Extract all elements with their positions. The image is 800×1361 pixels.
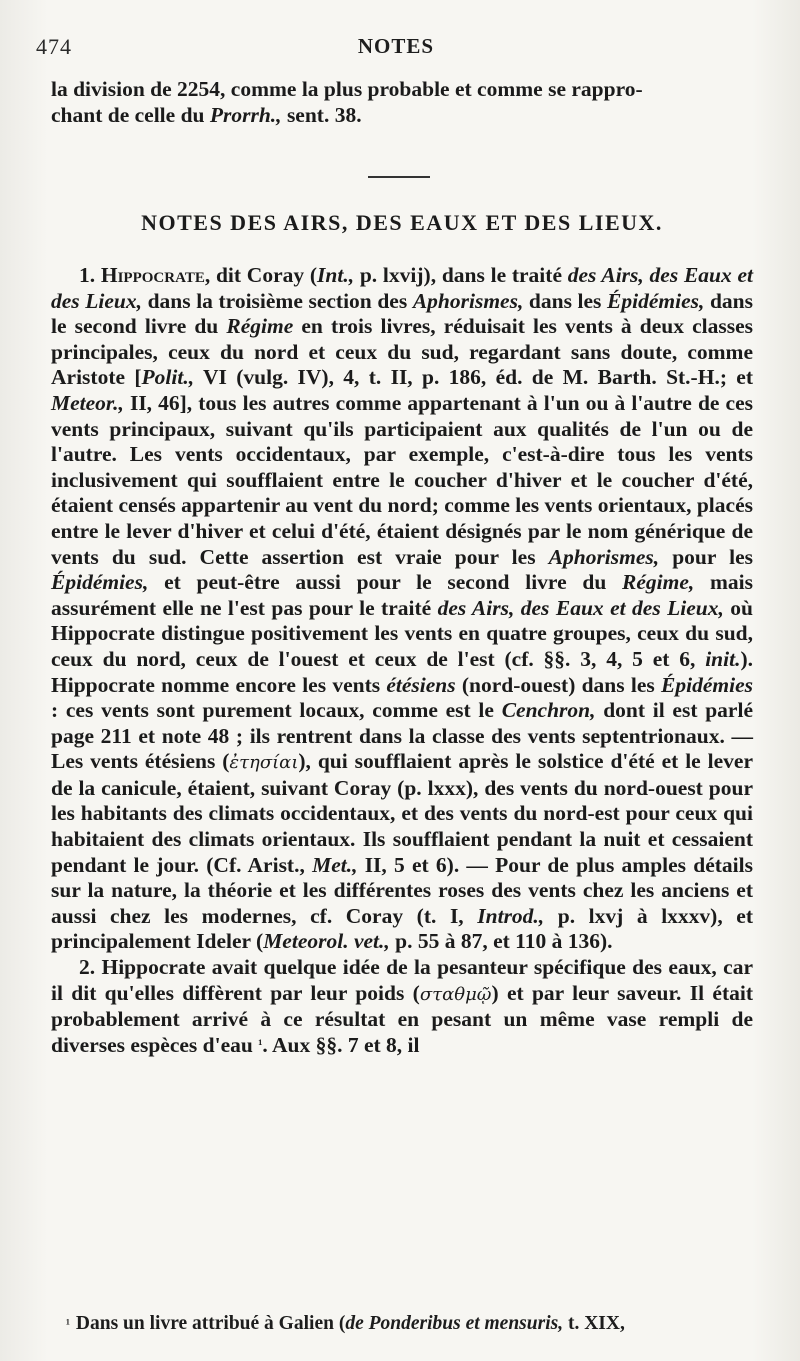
section-title: NOTES DES AIRS, DES EAUX ET DES LIEUX. <box>141 210 663 235</box>
text-run: en trois livres, réduisait les vents à deux classes principales, ceux du nord et ceux du sud, regardant sans doute, comme Aristote [ <box>51 314 753 390</box>
italic-reference: de Ponderibus et mensuris, <box>345 1313 564 1334</box>
italic-reference: Épidémies, <box>607 288 705 313</box>
italic-reference: Épidémies, <box>51 570 149 595</box>
italic-reference: Introd., <box>477 903 545 928</box>
greek-word: ἐτησίαι <box>229 752 299 774</box>
carryover-paragraph <box>51 77 753 128</box>
text-run: VI (vulg. IV), 4, t. II, p. 186, éd. de M. Barth. St.-H.; et <box>194 365 754 390</box>
italic-reference: Int., <box>317 263 355 287</box>
footnote <box>66 1312 756 1336</box>
text-run: p. lxvij), dans le traité <box>354 263 568 287</box>
text-run: ), qui soufflaient après le solstice d'été et le lever de la canicule, étaient, suivant Coray (p. lxxx), des vents du nord-ouest pour les habitants des climats occidentaux, et des vents du nord-est pour ceux qui habitaient des climats orientaux. Ils soufflaient pendant la nuit et cessaient pendant le jour. (Cf. Arist., <box>51 749 753 877</box>
text-run: où Hippocrate distingue positivement les vents en quatre groupes, ceux du sud, ceux du nord, ceux de l'ouest et ceux de l'est (cf. §§. 3, 4, 5 et 6, <box>51 595 753 671</box>
text-run: pour les <box>659 544 753 569</box>
author-name: Hippocrate <box>100 263 205 287</box>
text-run: II, 5 et 6). — Pour de plus amples détails sur la nature, la théorie et les différentes roses des vents chez les anciens et aussi chez les modernes, cf. Coray (t. I, <box>51 852 753 928</box>
footnote-marker: ¹ <box>66 1316 70 1331</box>
text-run: Hippocrate avait quelque idée de la pesanteur spécifique des eaux, car il dit qu'elles diffèrent par leur poids ( <box>51 955 753 1005</box>
text-run: p. lxvj à lxxxv), et principalement Ideler ( <box>51 903 753 954</box>
text-run: Dans un livre attribué à Galien ( <box>75 1313 346 1334</box>
text-run: dont il est parlé page 211 et note 48 ; ils rentrent dans la classe des vents septentrionaux. — Les vents étésiens ( <box>51 698 753 774</box>
text-run: : ces vents sont purement locaux, comme est le <box>51 698 502 723</box>
italic-reference: étésiens <box>386 672 456 697</box>
italic-reference: des Airs, des Eaux et des Lieux, <box>437 595 724 620</box>
running-head: NOTES <box>357 34 435 58</box>
italic-reference: Polit., <box>141 365 195 390</box>
note-number: 1. <box>79 263 96 287</box>
text-run: (nord-ouest) dans les <box>455 672 662 697</box>
text-run: ). Hippocrate nomme encore les vents <box>51 646 753 697</box>
text-run: II, 46], tous les autres comme appartenant à l'un ou à l'autre de ces vents principaux, suivant qu'ils participaient aux qualités de l'un ou de l'autre. Les vents occidentaux, par exemple, c'est-à-dire tous les vents inclusivement qui soufflaient entre le coucher d'hiver et le coucher d'été, étaient censés appartenir au vent du nord; comme les vents orientaux, placés entre le lever d'hiver et celui d'été, étaient désignés par le nom générique de vents du sud. Cette assertion est vraie pour les <box>51 390 753 569</box>
section-divider <box>368 176 430 178</box>
italic-reference: init. <box>705 646 741 671</box>
italic-reference: Aphorismes, <box>412 288 524 313</box>
note-2 <box>51 955 753 1058</box>
carryover-line-2 <box>51 103 753 129</box>
text-run: dans les <box>523 288 608 313</box>
italic-reference: Prorrh., <box>209 102 282 127</box>
text-run: chant de celle du <box>51 102 210 127</box>
text-run: ) et par leur saveur. Il était probablement arrivé à ce résultat en pesant un même vase rempli de diverses espèces d'eau <box>51 980 753 1057</box>
text-run: , dit Coray ( <box>204 263 318 287</box>
italic-reference: Aphorismes, <box>548 544 660 569</box>
text-run: . Aux §§. 7 et 8, il <box>262 1032 420 1057</box>
text-run: et peut-être aussi pour le second livre du <box>148 570 623 595</box>
italic-reference: des Airs, des Eaux et des Lieux, <box>51 263 754 313</box>
text-run: sent. 38. <box>281 102 362 127</box>
notes-body <box>51 263 753 1058</box>
italic-reference: Meteorol. vet., <box>263 929 390 954</box>
note-1 <box>51 263 753 955</box>
italic-reference: Régime <box>226 314 294 339</box>
italic-reference: Cenchron, <box>501 698 596 723</box>
italic-reference: Meteor., <box>51 390 124 415</box>
greek-word: σταθμῷ <box>419 983 492 1005</box>
text-run: p. 55 à 87, et 110 à 136). <box>389 929 613 954</box>
italic-reference: Met., <box>312 852 358 877</box>
text-run: dans la troisième section des <box>141 288 413 313</box>
page-number: 474 <box>36 34 72 59</box>
footnote-reference: ¹ <box>258 1037 263 1053</box>
text-run: dans le second livre du <box>51 288 753 339</box>
text-run: mais assurément elle ne l'est pas pour le traité <box>51 570 753 620</box>
note-number: 2. <box>79 955 96 980</box>
page-header <box>36 34 756 64</box>
text-run: t. XIX, <box>563 1313 625 1334</box>
italic-reference: Régime, <box>622 570 695 595</box>
italic-reference: Épidémies <box>661 672 753 697</box>
carryover-line-1: la division de 2254, comme la plus probable et comme se rappro- <box>51 77 643 101</box>
